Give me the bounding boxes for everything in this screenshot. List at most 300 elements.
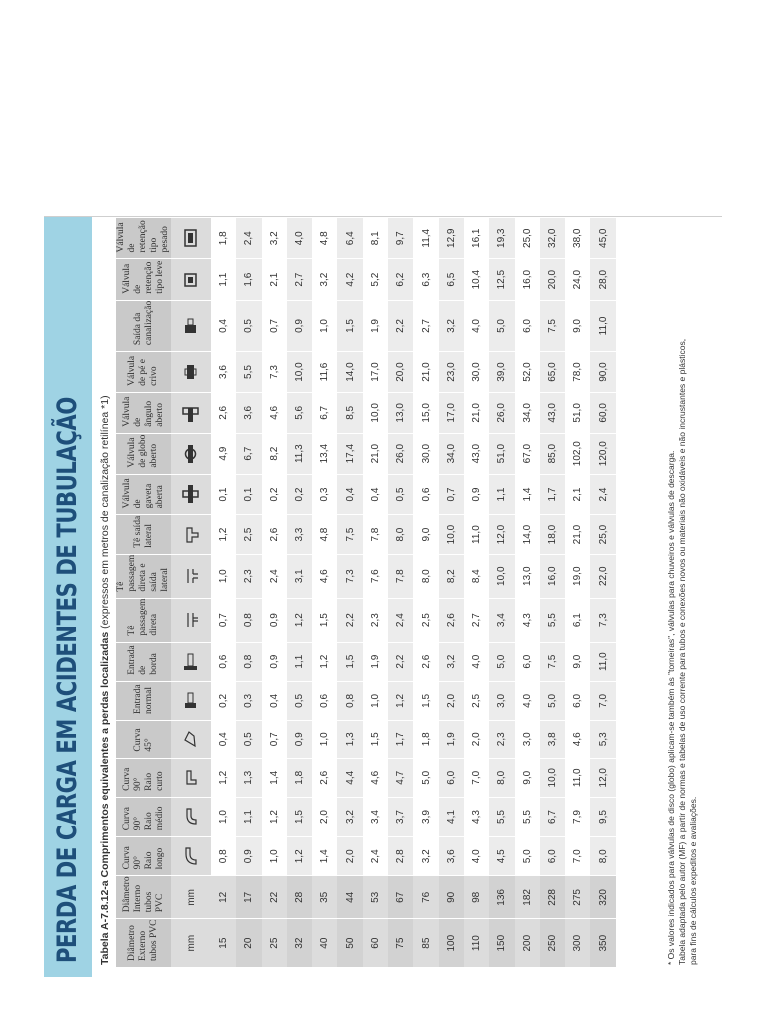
table-cell: 11,3 <box>287 433 312 474</box>
table-cell: 16,0 <box>540 554 565 598</box>
table-cell: 0,7 <box>262 300 287 351</box>
table-cell: 40 <box>312 919 337 967</box>
table-cell: 60,0 <box>590 392 615 433</box>
table-cell: 3,9 <box>413 797 438 836</box>
table-cell: 6,5 <box>439 259 464 300</box>
table-cell: 3,6 <box>439 837 464 876</box>
fitting-icon-cell <box>171 352 211 393</box>
fitting-icon-cell <box>171 554 211 598</box>
table-row <box>540 218 565 968</box>
table-row <box>363 218 388 968</box>
table-cell: 14,0 <box>337 352 362 393</box>
table-cell: 0,5 <box>236 300 261 351</box>
table-row <box>489 218 514 968</box>
table-cell: 10,0 <box>287 352 312 393</box>
table-cell: 52,0 <box>515 352 540 393</box>
table-cell: 67 <box>388 876 413 919</box>
table-cell: 1,3 <box>236 758 261 797</box>
table-cell: 1,2 <box>287 598 312 642</box>
table-cell: 43,0 <box>464 433 489 474</box>
fitting-icon-cell <box>171 758 211 797</box>
table-row <box>337 218 362 968</box>
footnote-3: para fins de cálculos expeditos e avaliações. <box>688 796 698 965</box>
table-cell: 6,7 <box>312 392 337 433</box>
table-cell: 7,0 <box>590 681 615 720</box>
table-cell: 19,3 <box>489 218 514 259</box>
caption-rest: (expressos em metros de canalização retilínea *1) <box>99 395 111 629</box>
table-cell: 2,6 <box>211 392 236 433</box>
table-cell: 3,2 <box>439 642 464 681</box>
table-cell: 2,2 <box>388 300 413 351</box>
fitting-icon-cell <box>171 598 211 642</box>
table-cell: 10,0 <box>363 392 388 433</box>
column-header: Curva 45° <box>116 720 171 758</box>
unit-label: mm <box>171 876 211 919</box>
table-cell: 1,5 <box>337 300 362 351</box>
long-radius-elbow-icon <box>181 845 199 867</box>
table-cell: 32 <box>287 919 312 967</box>
table-cell: 1,5 <box>312 598 337 642</box>
column-header: Válvula de retenção tipo leve <box>116 259 171 300</box>
table-cell: 2,5 <box>236 515 261 554</box>
tee-straight-icon <box>181 609 199 631</box>
table-row <box>413 218 438 968</box>
table-cell: 0,9 <box>464 474 489 515</box>
table-cell: 1,4 <box>312 837 337 876</box>
table-cell: 1,0 <box>312 300 337 351</box>
table-cell: 21,0 <box>413 352 438 393</box>
table-cell: 5,2 <box>363 259 388 300</box>
table-cell: 2,6 <box>312 758 337 797</box>
table-cell: 4,0 <box>464 300 489 351</box>
table-cell: 2,8 <box>388 837 413 876</box>
table-cell: 5,6 <box>287 392 312 433</box>
table-cell: 34,0 <box>515 392 540 433</box>
table-cell: 4,6 <box>363 758 388 797</box>
table-cell: 0,5 <box>388 474 413 515</box>
table-cell: 67,0 <box>515 433 540 474</box>
table-cell: 25,0 <box>590 515 615 554</box>
table-cell: 1,0 <box>211 797 236 836</box>
table-cell: 25,0 <box>515 218 540 259</box>
table-row <box>388 218 413 968</box>
table-cell: 2,4 <box>262 554 287 598</box>
table-cell: 2,6 <box>262 515 287 554</box>
table-cell: 2,5 <box>413 598 438 642</box>
table-cell: 6,0 <box>565 681 590 720</box>
table-cell: 11,6 <box>312 352 337 393</box>
table-cell: 0,5 <box>236 720 261 758</box>
table-cell: 10,4 <box>464 259 489 300</box>
table-cell: 0,8 <box>236 642 261 681</box>
table-cell: 2,4 <box>236 218 261 259</box>
table-cell: 3,2 <box>312 259 337 300</box>
table-cell: 20 <box>236 919 261 967</box>
table-cell: 0,3 <box>236 681 261 720</box>
table-cell: 12,0 <box>489 515 514 554</box>
column-header: Válvula de ângulo aberto <box>116 392 171 433</box>
table-cell: 1,8 <box>287 758 312 797</box>
pipe-outlet-icon <box>181 315 199 337</box>
table-row <box>439 218 464 968</box>
table-cell: 4,6 <box>312 554 337 598</box>
table-cell: 7,5 <box>540 642 565 681</box>
table-cell: 30,0 <box>413 433 438 474</box>
table-cell: 0,1 <box>211 474 236 515</box>
fitting-icon-cell <box>171 515 211 554</box>
fitting-icon-cell <box>171 720 211 758</box>
table-cell: 8,2 <box>439 554 464 598</box>
table-cell: 17 <box>236 876 261 919</box>
table-cell: 8,2 <box>262 433 287 474</box>
table-cell: 3,2 <box>262 218 287 259</box>
table-cell: 1,2 <box>211 515 236 554</box>
table-cell: 5,0 <box>413 758 438 797</box>
column-header: Válvula de gaveta aberta <box>116 474 171 515</box>
table-cell: 2,7 <box>287 259 312 300</box>
table-cell: 6,7 <box>540 797 565 836</box>
table-cell: 32,0 <box>540 218 565 259</box>
table-cell: 110 <box>464 919 489 967</box>
table-cell: 1,2 <box>388 681 413 720</box>
table-cell: 2,1 <box>565 474 590 515</box>
table-cell: 50 <box>337 919 362 967</box>
gate-valve-icon <box>181 484 199 506</box>
table-row <box>590 218 615 968</box>
column-header: Curva 90° Raio longo <box>116 837 171 876</box>
table-cell: 1,1 <box>211 259 236 300</box>
table-cell: 0,7 <box>262 720 287 758</box>
table-cell: 4,1 <box>439 797 464 836</box>
table-cell: 13,0 <box>515 554 540 598</box>
table-cell: 0,4 <box>211 300 236 351</box>
table-cell: 8,1 <box>363 218 388 259</box>
column-header: Tê saída lateral <box>116 515 171 554</box>
table-cell: 200 <box>515 919 540 967</box>
table-cell: 4,6 <box>262 392 287 433</box>
table-row <box>262 218 287 968</box>
footnotes <box>666 225 699 965</box>
table-cell: 28,0 <box>590 259 615 300</box>
table-cell: 3,6 <box>236 392 261 433</box>
table-cell: 1,2 <box>211 758 236 797</box>
column-header: Curva 90° Raio médio <box>116 797 171 836</box>
table-cell: 3,4 <box>489 598 514 642</box>
tee-side-outlet-icon <box>181 524 199 546</box>
table-cell: 26,0 <box>489 392 514 433</box>
table-cell: 1,7 <box>388 720 413 758</box>
table-cell: 1,5 <box>337 642 362 681</box>
table-cell: 85 <box>413 919 438 967</box>
table-cell: 8,0 <box>590 837 615 876</box>
table-cell: 1,1 <box>236 797 261 836</box>
table-cell: 4,4 <box>337 758 362 797</box>
table-cell: 7,0 <box>464 758 489 797</box>
table-cell: 1,3 <box>337 720 362 758</box>
table-cell: 3,6 <box>211 352 236 393</box>
table-cell: 3,0 <box>489 681 514 720</box>
column-header: Válvula de globo aberto <box>116 433 171 474</box>
table-cell: 16,0 <box>515 259 540 300</box>
fitting-icon-cell <box>171 642 211 681</box>
elbow-45-icon <box>181 728 199 750</box>
table-cell: 6,7 <box>236 433 261 474</box>
table-cell: 1,9 <box>363 642 388 681</box>
fitting-icon-cell <box>171 837 211 876</box>
document-page <box>44 217 722 977</box>
table-cell: 51,0 <box>489 433 514 474</box>
column-header: Curva 90° Raio curto <box>116 758 171 797</box>
table-cell: 228 <box>540 876 565 919</box>
table-cell: 51,0 <box>565 392 590 433</box>
table-cell: 65,0 <box>540 352 565 393</box>
table-cell: 2,4 <box>590 474 615 515</box>
fitting-icon-cell <box>171 681 211 720</box>
table-cell: 18,0 <box>540 515 565 554</box>
table-cell: 2,7 <box>413 300 438 351</box>
table-cell: 6,3 <box>413 259 438 300</box>
table-cell: 5,5 <box>489 797 514 836</box>
table-cell: 17,4 <box>337 433 362 474</box>
fitting-icon-cell <box>171 392 211 433</box>
table-cell: 6,1 <box>565 598 590 642</box>
table-cell: 0,6 <box>312 681 337 720</box>
table-cell: 6,2 <box>388 259 413 300</box>
fitting-icon-cell <box>171 300 211 351</box>
table-cell: 1,0 <box>211 554 236 598</box>
table-cell: 0,8 <box>236 598 261 642</box>
table-cell: 85,0 <box>540 433 565 474</box>
table-cell: 45,0 <box>590 218 615 259</box>
table-cell: 6,0 <box>439 758 464 797</box>
table-cell: 43,0 <box>540 392 565 433</box>
table-cell: 12,5 <box>489 259 514 300</box>
table-cell: 17,0 <box>363 352 388 393</box>
edge-inlet-icon <box>181 651 199 673</box>
column-header: Saída da canalização <box>116 300 171 351</box>
table-caption <box>99 245 111 965</box>
table-cell: 1,4 <box>262 758 287 797</box>
table-cell: 0,4 <box>262 681 287 720</box>
table-cell: 7,6 <box>363 554 388 598</box>
table-cell: 5,3 <box>590 720 615 758</box>
table-cell: 7,5 <box>540 300 565 351</box>
table-cell: 1,2 <box>312 642 337 681</box>
table-cell: 4,7 <box>388 758 413 797</box>
table-cell: 2,3 <box>236 554 261 598</box>
table-cell: 1,2 <box>262 797 287 836</box>
globe-valve-icon <box>181 443 199 465</box>
table-cell: 98 <box>464 876 489 919</box>
table-cell: 3,1 <box>287 554 312 598</box>
table-cell: 3,4 <box>363 797 388 836</box>
table-cell: 20,0 <box>540 259 565 300</box>
table-cell: 0,4 <box>363 474 388 515</box>
title-band <box>44 217 92 977</box>
table-cell: 12,9 <box>439 218 464 259</box>
table-cell: 22 <box>262 876 287 919</box>
table-cell: 5,5 <box>540 598 565 642</box>
table-cell: 1,1 <box>287 642 312 681</box>
table-cell: 10,0 <box>439 515 464 554</box>
table-cell: 7,5 <box>337 515 362 554</box>
table-cell: 4,8 <box>312 515 337 554</box>
column-header: Diâmetro Interno tubos PVC <box>116 876 171 919</box>
table-cell: 2,0 <box>439 681 464 720</box>
table-row <box>515 218 540 968</box>
table-cell: 0,2 <box>211 681 236 720</box>
table-cell: 1,6 <box>236 259 261 300</box>
table-cell: 320 <box>590 876 615 919</box>
icon-row <box>171 218 211 968</box>
table-cell: 102,0 <box>565 433 590 474</box>
table-cell: 4,9 <box>211 433 236 474</box>
table-cell: 5,5 <box>236 352 261 393</box>
table-cell: 26,0 <box>388 433 413 474</box>
table-row <box>236 218 261 968</box>
table-cell: 120,0 <box>590 433 615 474</box>
table-cell: 0,3 <box>312 474 337 515</box>
column-header: Tê passagem direta <box>116 598 171 642</box>
footnote-2: Tabela adaptada pelo autor (MF) a partir de normas e tabelas de uso corrente para tubos e conexões novos ou materiais não oxidáveis e não incrustantes e plásticos, <box>677 338 687 965</box>
table-cell: 13,4 <box>312 433 337 474</box>
table-cell: 38,0 <box>565 218 590 259</box>
table-cell: 7,3 <box>337 554 362 598</box>
table-cell: 2,5 <box>464 681 489 720</box>
table-cell: 3,3 <box>287 515 312 554</box>
table-cell: 39,0 <box>489 352 514 393</box>
table-cell: 0,7 <box>211 598 236 642</box>
table-cell: 1,8 <box>211 218 236 259</box>
table-cell: 5,0 <box>489 300 514 351</box>
table-cell: 1,1 <box>489 474 514 515</box>
table-row <box>287 218 312 968</box>
table-cell: 4,0 <box>464 642 489 681</box>
table-cell: 275 <box>565 876 590 919</box>
table-cell: 182 <box>515 876 540 919</box>
table-cell: 4,2 <box>337 259 362 300</box>
table-cell: 4,5 <box>489 837 514 876</box>
table-cell: 15 <box>211 919 236 967</box>
table-cell: 2,3 <box>489 720 514 758</box>
table-cell: 22,0 <box>590 554 615 598</box>
unit-label: mm <box>171 919 211 967</box>
table-cell: 0,8 <box>211 837 236 876</box>
table-cell: 5,0 <box>489 642 514 681</box>
table-row <box>312 218 337 968</box>
table-cell: 19,0 <box>565 554 590 598</box>
table-cell: 4,6 <box>565 720 590 758</box>
table-cell: 8,5 <box>337 392 362 433</box>
column-header: Entrada normal <box>116 681 171 720</box>
table-cell: 0,8 <box>337 681 362 720</box>
table-cell: 2,6 <box>413 642 438 681</box>
table-cell: 0,5 <box>287 681 312 720</box>
header-row <box>116 218 171 968</box>
table-cell: 1,0 <box>312 720 337 758</box>
table-cell: 7,8 <box>388 554 413 598</box>
table-cell: 3,2 <box>337 797 362 836</box>
table-cell: 2,2 <box>388 642 413 681</box>
table-cell: 136 <box>489 876 514 919</box>
table-cell: 76 <box>413 876 438 919</box>
table-cell: 7,3 <box>262 352 287 393</box>
table-cell: 11,4 <box>413 218 438 259</box>
table-cell: 78,0 <box>565 352 590 393</box>
table-cell: 0,9 <box>236 837 261 876</box>
table-cell: 11,0 <box>590 642 615 681</box>
fitting-icon-cell <box>171 218 211 259</box>
table-cell: 1,9 <box>363 300 388 351</box>
table-cell: 0,6 <box>211 642 236 681</box>
column-header: Válvula de retenção tipo pesado <box>116 218 171 259</box>
column-header: Válvula de pé e crivo <box>116 352 171 393</box>
table-cell: 4,0 <box>287 218 312 259</box>
table-cell: 21,0 <box>464 392 489 433</box>
table-cell: 0,2 <box>262 474 287 515</box>
table-cell: 1,0 <box>262 837 287 876</box>
table-cell: 30,0 <box>464 352 489 393</box>
table-cell: 6,0 <box>515 642 540 681</box>
table-cell: 90 <box>439 876 464 919</box>
table-cell: 0,9 <box>287 300 312 351</box>
foot-valve-icon <box>181 361 199 383</box>
loss-table <box>116 217 616 967</box>
table-cell: 23,0 <box>439 352 464 393</box>
table-cell: 25 <box>262 919 287 967</box>
table-cell: 1,0 <box>363 681 388 720</box>
fitting-icon-cell <box>171 797 211 836</box>
table-cell: 7,3 <box>590 598 615 642</box>
table-cell: 11,0 <box>464 515 489 554</box>
table-cell: 17,0 <box>439 392 464 433</box>
table-cell: 90,0 <box>590 352 615 393</box>
table-cell: 3,7 <box>388 797 413 836</box>
table-cell: 1,4 <box>515 474 540 515</box>
normal-inlet-icon <box>181 690 199 712</box>
table-cell: 13,0 <box>388 392 413 433</box>
table-cell: 3,8 <box>540 720 565 758</box>
table-cell: 4,8 <box>312 218 337 259</box>
table-cell: 15,0 <box>413 392 438 433</box>
table-cell: 1,5 <box>287 797 312 836</box>
table-cell: 250 <box>540 919 565 967</box>
table-cell: 3,0 <box>515 720 540 758</box>
table-cell: 2,0 <box>312 797 337 836</box>
table-cell: 9,0 <box>565 300 590 351</box>
table-cell: 5,5 <box>515 797 540 836</box>
table-cell: 0,4 <box>337 474 362 515</box>
fitting-icon-cell <box>171 474 211 515</box>
table-cell: 9,0 <box>565 642 590 681</box>
table-cell: 1,5 <box>363 720 388 758</box>
table-cell: 2,0 <box>337 837 362 876</box>
table-cell: 28 <box>287 876 312 919</box>
table-cell: 0,7 <box>439 474 464 515</box>
table-cell: 5,0 <box>540 681 565 720</box>
table-cell: 21,0 <box>565 515 590 554</box>
table-cell: 12,0 <box>590 758 615 797</box>
rotated-content <box>44 217 722 977</box>
table-cell: 24,0 <box>565 259 590 300</box>
table-cell: 60 <box>363 919 388 967</box>
table-cell: 9,5 <box>590 797 615 836</box>
table-cell: 6,0 <box>515 300 540 351</box>
table-cell: 0,9 <box>287 720 312 758</box>
table-cell: 4,0 <box>464 837 489 876</box>
table-cell: 3,2 <box>439 300 464 351</box>
table-cell: 3,2 <box>413 837 438 876</box>
